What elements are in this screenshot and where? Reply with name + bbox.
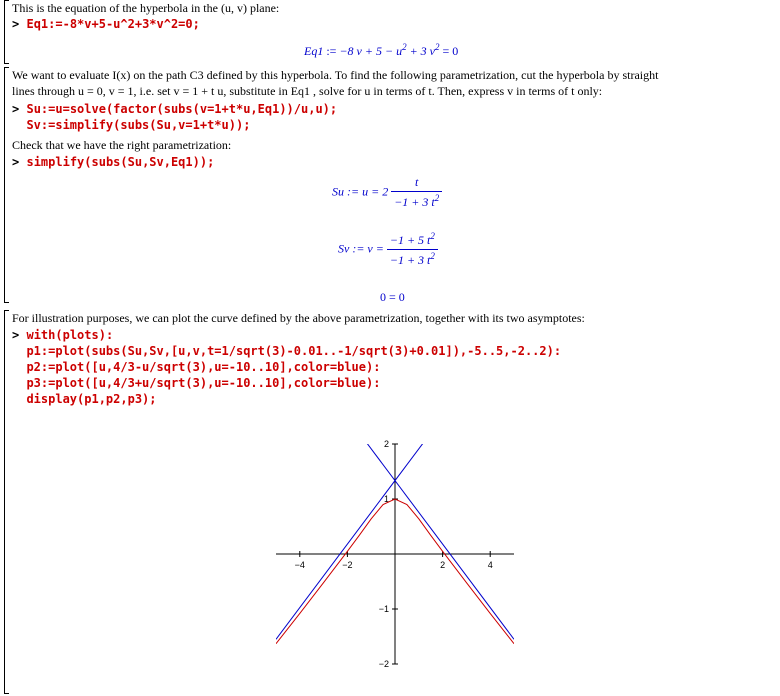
x-tick-label: 4 — [487, 560, 493, 570]
command-text[interactable]: p2:=plot([u,4/3-u/sqrt(3),u=-10..10],color=blue): — [26, 360, 381, 374]
text-paragraph[interactable]: This is the equation of the hyperbola in the (u, v) plane: — [12, 1, 280, 15]
prompt: > — [12, 102, 20, 116]
command-text[interactable]: simplify(subs(Su,Sv,Eq1)); — [26, 155, 215, 169]
command-text[interactable]: Su:=u=solve(factor(subs(v=1+t*u,Eq1))/u,u); — [26, 102, 338, 116]
group-bracket[interactable] — [4, 310, 9, 694]
input-line[interactable] — [12, 391, 157, 407]
y-tick-label: −1 — [378, 604, 389, 614]
plot-axes — [276, 444, 514, 664]
command-text[interactable]: display(p1,p2,p3); — [26, 392, 157, 406]
x-tick-label: −4 — [294, 560, 305, 570]
text-check[interactable]: Check that we have the right parametrization: — [12, 138, 232, 152]
command-text[interactable]: p3:=plot([u,4/3+u/sqrt(3),u=-10..10],color=blue): — [26, 376, 381, 390]
prompt: > — [12, 155, 20, 169]
text-paragraph-line-1[interactable]: We want to evaluate I(x) on the path C3 defined by this hyperbola. To find the following parametrization, cut the hyperbola by straight — [12, 68, 659, 82]
y-tick-label: −2 — [378, 659, 389, 669]
execution-group-1 — [0, 0, 778, 64]
input-line[interactable] — [12, 16, 200, 32]
output-check: 0 = 0 — [380, 290, 405, 304]
hyperbola-plot[interactable] — [270, 438, 520, 670]
text-paragraph-line-2[interactable]: lines through u = 0, v = 1, i.e. set v = 1 + t u, substitute in Eq1 , solve for u in terms of t. Then, express v in terms of t only: — [12, 84, 603, 98]
prompt: > — [12, 17, 20, 31]
input-line[interactable] — [12, 343, 561, 359]
y-tick-label: 2 — [383, 439, 389, 449]
input-line[interactable] — [12, 359, 380, 375]
fraction: $\frac{-1 + 5 t^2}{-1 + 3 t^2}$ — [387, 231, 438, 268]
output-su: Su := u = 2 $\frac{t}{-1 + 3 t^2}$ — [332, 175, 442, 210]
command-text[interactable]: Eq1:=-8*v+5-u^2+3*v^2=0; — [26, 17, 200, 31]
fraction: $\frac{t}{-1 + 3 t^2}$ — [391, 175, 442, 210]
command-text[interactable]: with(plots): — [26, 328, 114, 342]
command-text[interactable]: Sv:=simplify(subs(Su,v=1+t*u)); — [26, 118, 251, 132]
input-line[interactable] — [12, 375, 380, 391]
output-eq1: Eq1 := −8 $v + 5 - u^2 + 3$ $v^2 = 0$ — [304, 42, 459, 58]
y-tick-label: 1 — [383, 494, 389, 504]
input-line[interactable] — [12, 154, 214, 170]
input-line[interactable] — [12, 117, 250, 133]
group-bracket[interactable] — [4, 0, 9, 64]
x-tick-label: −2 — [342, 560, 353, 570]
input-line[interactable] — [12, 327, 113, 343]
prompt: > — [12, 328, 20, 342]
output-sv: Sv := v = $\frac{-1 + 5 t^2}{-1 + 3 t^2}$ — [338, 231, 438, 268]
execution-group-2 — [0, 67, 778, 303]
input-line[interactable] — [12, 101, 337, 117]
command-text[interactable]: p1:=plot(subs(Su,Sv,[u,v,t=1/sqrt(3)-0.01..-1/sqrt(3)+0.01]),-5..5,-2..2): — [26, 344, 562, 358]
text-paragraph[interactable]: For illustration purposes, we can plot the curve defined by the above parametrization, together with its two asymptotes: — [12, 311, 585, 325]
group-bracket[interactable] — [4, 67, 9, 303]
x-tick-label: 2 — [440, 560, 446, 570]
